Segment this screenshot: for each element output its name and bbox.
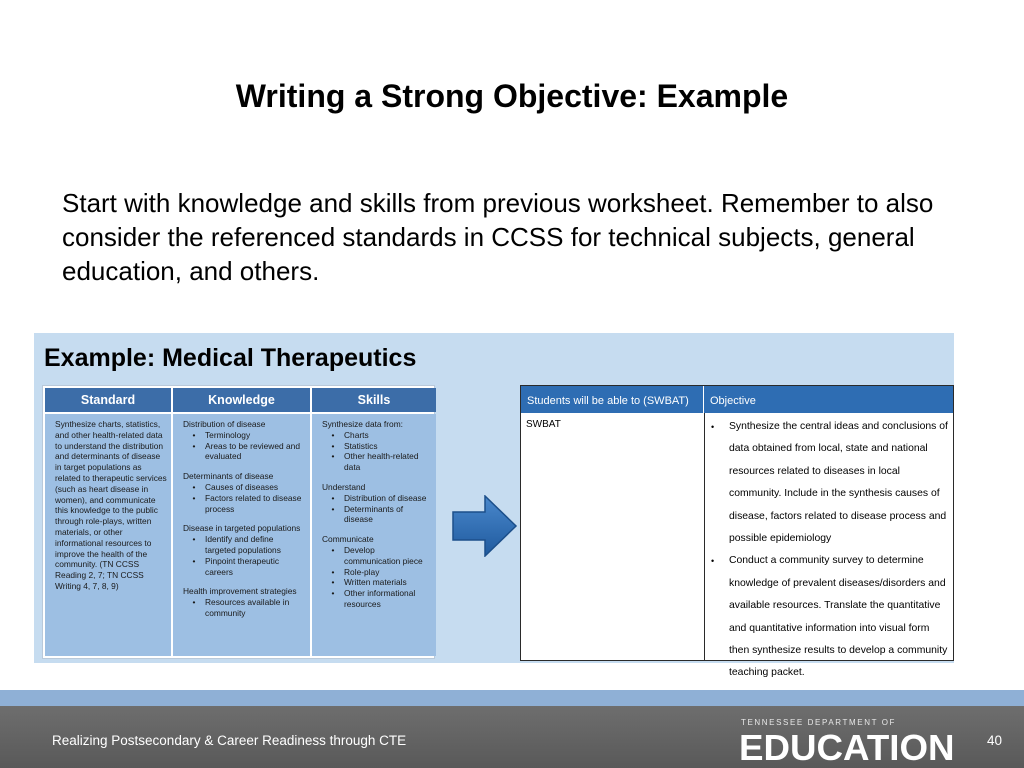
objective-table [520, 385, 954, 679]
objective-item: • Synthesize the central ideas and conclusions of data obtained from local, state and national resources related to diseases in local community. Include in the synthesis causes of disease, factors related to disease process and possible epidemiology [711, 421, 948, 545]
standard-cell [45, 414, 171, 656]
knowledge-group-title: Distribution of disease [183, 419, 266, 429]
page-number: 40 [987, 733, 1003, 748]
objective-list [711, 416, 951, 685]
header-skills: Skills [312, 388, 436, 412]
knowledge-item: Pinpoint therapeutic careers [205, 555, 280, 577]
logo-subtitle: TENNESSEE DEPARTMENT OF [741, 718, 897, 727]
knowledge-group-title: Disease in targeted populations [183, 523, 301, 534]
example-panel [34, 333, 954, 679]
skills-item: Develop communication piece [344, 544, 423, 566]
standard-text: Synthesize charts, statistics, and other health-related data to understand the distribution and determinants of disease in target populations as related to therapeutic services (such as heart disease in women), and communicate this knowledge to the public through role-plays, written materials, or other informational resources to improve the health of the community. (TN CCSS Reading 2, 7; TN CCSS Writing 4, 7, 8, 9) [55, 419, 167, 591]
skills-item: Other informational resources [344, 588, 416, 609]
skills-cell: Synthesize data from: • Charts • Statistics • Other health-related data Understand • Distribution of disease • Determinants of disease Communicate • Develop communication piece • Role-play • Written materials • Other informational resources [312, 414, 436, 656]
knowledge-item: Factors related to disease process [205, 492, 302, 514]
footer-bar [0, 706, 1024, 768]
knowledge-item: Resources available in community [205, 597, 290, 618]
right-arrow-icon [452, 495, 518, 557]
skills-group-title: Communicate [322, 534, 374, 545]
footer-stripe [0, 690, 1024, 706]
knowledge-cell: Distribution of disease • Terminology • Areas to be reviewed and evaluated Determinants of disease • Causes of diseases • Factors related to disease process Disease in targeted populations • Identify and define targeted populations • Pinpoint therapeutic careers Health improvement strategies • Resources available in community [173, 414, 310, 656]
skills-item: Distribution of disease [344, 492, 427, 503]
intro-paragraph: Start with knowledge and skills from previous worksheet. Remember to also consider the referenced standards in CCSS for technical subjects, general education, and others. [62, 188, 934, 286]
skills-item: Other health-related data [344, 451, 419, 473]
knowledge-item: Terminology [205, 429, 251, 440]
skills-item: Statistics [344, 440, 378, 451]
knowledge-item: Identify and define targeted populations [205, 534, 281, 555]
knowledge-group-title: Determinants of disease [183, 471, 274, 482]
skills-item: Charts [344, 429, 369, 440]
header-objective: Objective [710, 395, 756, 407]
swbat-cell: SWBAT [526, 419, 561, 430]
knowledge-item: Areas to be reviewed and evaluated [205, 440, 300, 462]
skills-item: Role-play [344, 566, 380, 577]
skills-group-title: Understand [322, 481, 366, 492]
header-knowledge: Knowledge [173, 388, 310, 412]
header-standard: Standard [45, 388, 171, 412]
skills-item: Determinants of disease [344, 503, 404, 525]
knowledge-item: Causes of diseases [205, 481, 279, 492]
slide-title: Writing a Strong Objective: Example [235, 78, 789, 114]
objective-item: • Conduct a community survey to determine knowledge of prevalent diseases/disorders and available resources. Translate the quantitative and quantitative information into visual form then synthesize results to develop a community teaching packet. [711, 555, 948, 679]
footer-text: Realizing Postsecondary & Career Readiness through CTE [52, 733, 407, 748]
column-divider [704, 413, 705, 660]
skills-group-title: Synthesize data from: [322, 419, 403, 429]
standards-table [42, 385, 435, 659]
example-heading: Example: Medical Therapeutics [44, 344, 417, 372]
header-swbat: Students will be able to (SWBAT) [521, 386, 704, 413]
education-logo: EDUCATION [739, 727, 955, 768]
knowledge-group-title: Health improvement strategies [183, 586, 297, 597]
skills-item: Written materials [344, 577, 407, 588]
